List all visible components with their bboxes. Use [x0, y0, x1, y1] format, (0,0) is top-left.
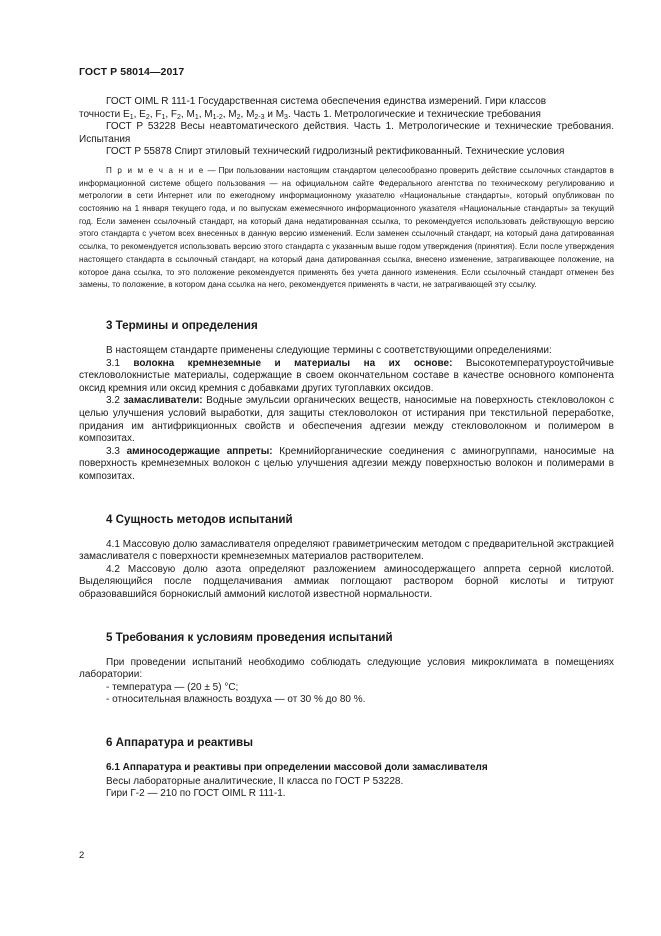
- term-3-3: 3.3 аминосодержащие аппреты: Кремнийорганические соединения с аминогруппами, наносимые на поверхность кремнеземных волокон с целью улучшения адгезии между поверхностью волокон и полимерами в композитах.: [79, 445, 614, 482]
- normative-references: [79, 96, 614, 292]
- paragraph-4-2: 4.2 Массовую долю азота определяют разложением аминосодержащего аппрета серной кислотой. Выделяющийся после подщелачивания аммиак поглощают раствором борной кислоты и титруют образовавшийся борнокислый аммоний кислотой известной нормальности.: [79, 563, 614, 600]
- reference-gost-53228: ГОСТ Р 53228 Весы неавтоматического действия. Часть 1. Метрологические и технические требования. Испытания: [79, 121, 614, 145]
- condition-humidity: - относительная влажность воздуха — от 30 % до 80 %.: [106, 694, 366, 706]
- page-number: 2: [79, 850, 85, 861]
- section-apparatus: [79, 736, 614, 801]
- paragraph-4-1: 4.1 Массовую долю замасливателя определяют гравиметрическим методом с предварительной экстракцией замасливателя с поверхности кремнеземных материалов растворителем.: [79, 538, 614, 563]
- term-3-1-name: волокна кремнеземные и материалы на их основе:: [133, 357, 453, 369]
- section-5-intro: При проведении испытаний необходимо соблюдать следующие условия микроклимата в помещениях лаборатории:: [79, 656, 614, 681]
- section-6-heading: 6 Аппаратура и реактивы: [106, 735, 253, 749]
- apparatus-weights: Гири Г-2 — 210 по ГОСТ OIML R 111-1.: [106, 788, 286, 800]
- reference-oiml-classes: точности $E_1$, $E_2$, $F_1$, $F_2$, $M_1$, $M_{1-2}$, $M_2$, $M_{2-3}$ и $M_3$. Часть 1. Метрологические и технические требования: [79, 108, 541, 121]
- section-3-intro: В настоящем стандарте применены следующие термины с соответствующими определениями:: [106, 345, 552, 356]
- section-terms: [79, 319, 614, 484]
- term-3-2: 3.2 замасливатели: Водные эмульсии органических веществ, наносимые на поверхность стекловолокон с целью улучшения условий выработки, для защиты стекловолокон от истирания при текстильной переработке, придания им антифрикционных свойств и обеспечения адгезии между стекловолокном и полимером в композитах.: [79, 395, 614, 445]
- note-paragraph: [79, 165, 614, 292]
- page-content: [79, 96, 614, 801]
- apparatus-scales: Весы лабораторные аналитические, II класса по ГОСТ Р 53228.: [106, 775, 404, 787]
- note-text: — При пользовании настоящим стандартом целесообразно проверить действие ссылочных стандартов в информационной системе общего пользования — на официальном сайте Федерального агентства по техническому регулированию и метрологии в сети Интернет или по ежегодному информационному указателю «Национальные стандарты», который опубликован по состоянию на 1 января текущего года, и по выпускам ежемесячного информационного указателя «Национальные стандарты» за текущий год. Если заменен ссылочный стандарт, на который дана недатированная ссылка, то рекомендуется использовать действующую версию этого стандарта с учетом всех внесенных в данную версию изменений. Если заменен ссылочный стандарт, на который дана датированная ссылка, то рекомендуется использовать версию этого стандарта с указанным выше годом утверждения (принятия). Если после утверждения настоящего стандарта в ссылочный стандарт, на который дана датированная ссылка, внесено изменение, затрагивающее положение, на которое дана ссылка, то это положение рекомендуется применять без учета данного изменения. Если ссылочный стандарт отменен без замены, то положение, в котором дана ссылка на него, рекомендуется применять в части, не затрагивающей эту ссылку.: [79, 165, 614, 290]
- section-5-heading: 5 Требования к условиям проведения испытаний: [106, 630, 393, 644]
- section-conditions: [79, 631, 614, 707]
- reference-gost-55878: ГОСТ Р 55878 Спирт этиловый технический гидролизный ректификованный. Технические условия: [106, 146, 565, 158]
- term-3-3-name: аминосодержащие аппреты:: [126, 445, 273, 457]
- term-3-1: 3.1 волокна кремнеземные и материалы на их основе: Высокотемпературоустойчивые стекловолокнистые материалы, содержащие в своем окончательном составе в качестве основного компонента оксид кремния или оксид кремния с добавками других тугоплавких оксидов.: [79, 357, 614, 394]
- section-4-heading: 4 Сущность методов испытаний: [106, 512, 293, 526]
- reference-oiml: ГОСТ OIML R 111-1 Государственная система обеспечения единства измерений. Гири классов точности $E_1$, $E_2$, $F_1$, $F_2$, $M_1$, $M_{1-2}$, $M_2$, $M_{2-3}$ и $M_3$. Часть 1. Метрологические и технические требования: [79, 96, 547, 121]
- term-3-2-name: замасливатели:: [123, 395, 203, 407]
- document-header: ГОСТ Р 58014—2017: [79, 66, 185, 78]
- section-3-heading: 3 Термины и определения: [106, 319, 258, 332]
- note-label: П р и м е ч а н и е: [106, 165, 205, 175]
- subsection-6-1-heading: 6.1 Аппаратура и реактивы при определении массовой доли замасливателя: [106, 761, 488, 773]
- condition-temperature: - температура — (20 ± 5) °С;: [106, 681, 239, 693]
- section-methods: [79, 513, 614, 602]
